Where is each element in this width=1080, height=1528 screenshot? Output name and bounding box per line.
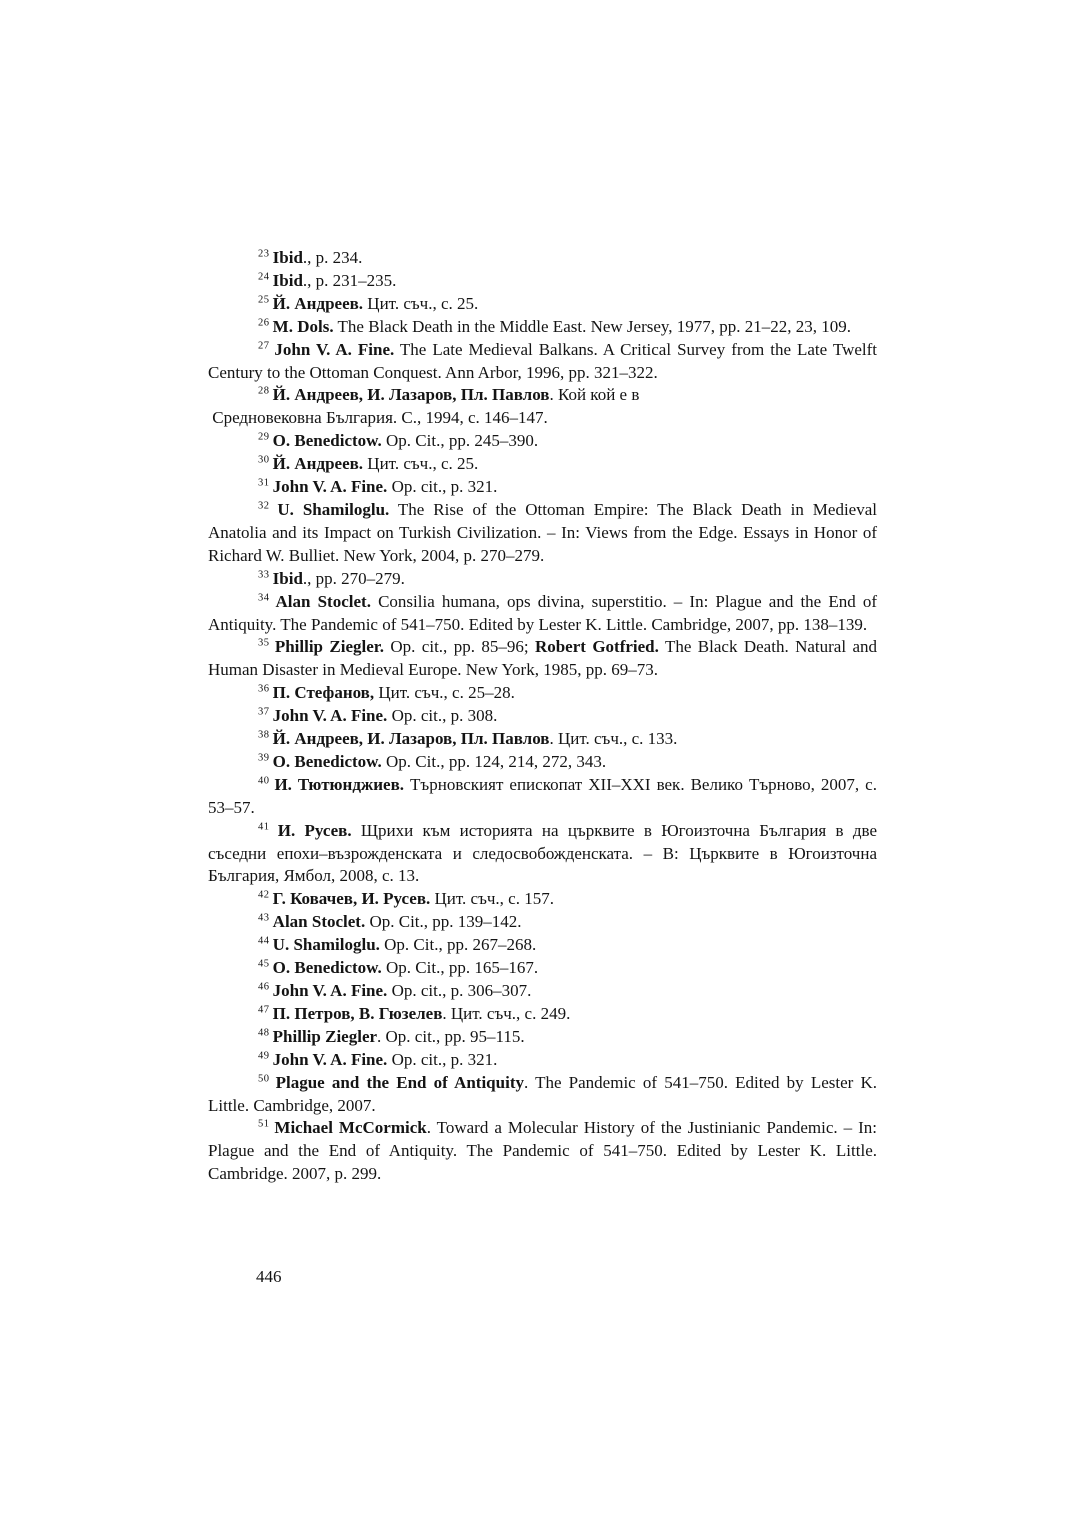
note-reference-name: П. Стефанов, <box>272 683 375 703</box>
note-number: 39 <box>258 752 273 764</box>
note-number: 45 <box>258 958 273 970</box>
note-text: The Black Death. Natural and Human Disaster in Medieval Europe. New York, 1985, pp. 69–73. <box>208 637 877 680</box>
endnote <box>208 705 877 728</box>
endnote <box>208 1026 877 1049</box>
endnote <box>208 751 877 774</box>
endnote <box>208 888 877 911</box>
note-text: Op. cit., p. 321. <box>387 477 498 497</box>
note-text: Op. Cit., pp. 267–268. <box>379 935 537 955</box>
endnote <box>208 453 877 476</box>
endnote <box>208 384 877 430</box>
note-reference-name: O. Benedictow. <box>272 751 382 771</box>
endnote <box>208 774 877 820</box>
note-number: 27 <box>258 339 275 351</box>
note-text: Търновският епископат XII–XXI век. Велико Търново, 2007, с. 53–57. <box>208 774 877 817</box>
note-number: 31 <box>258 477 273 489</box>
note-number: 23 <box>258 248 273 260</box>
endnote <box>208 682 877 705</box>
note-number: 46 <box>258 981 273 993</box>
note-reference-name: M. Dols. <box>272 316 334 336</box>
endnote <box>208 728 877 751</box>
note-reference-name: Г. Ковачев, И. Русев. <box>272 889 431 909</box>
endnote <box>208 934 877 957</box>
note-text: . Цит. съч., с. 249. <box>442 1003 571 1023</box>
note-number: 42 <box>258 889 273 901</box>
note-number: 51 <box>258 1118 275 1130</box>
note-number: 49 <box>258 1050 273 1062</box>
note-reference-name: И. Тютюнджиев. <box>274 774 405 794</box>
note-number: 29 <box>258 431 273 443</box>
note-reference-name: O. Benedictow. <box>272 431 382 451</box>
note-number: 43 <box>258 912 273 924</box>
note-reference-name: O. Benedictow. <box>272 958 382 978</box>
note-text: Consilia humana, ops divina, superstitio. – In: Plague and the End of Antiquity. The Pandemic of 541–750. Edited by Lester K. Little. Cambridge, 2007, pp. 138–139. <box>208 591 878 634</box>
endnote <box>208 270 877 293</box>
note-number: 34 <box>258 591 276 603</box>
endnote <box>208 980 877 1003</box>
note-reference-name: John V. A. Fine. <box>274 339 395 359</box>
note-text: Op. cit., p. 308. <box>387 706 498 726</box>
endnote <box>208 339 877 385</box>
note-number: 36 <box>258 683 273 695</box>
note-reference-name: Phillip Ziegler. <box>274 637 384 657</box>
note-reference-name: Plague and the End of Antiquity <box>275 1072 524 1092</box>
note-number: 37 <box>258 706 273 718</box>
note-number: 44 <box>258 935 273 947</box>
note-number: 50 <box>258 1072 276 1084</box>
note-text: Средновековна България. С., 1994, с. 146–147. <box>208 408 548 428</box>
note-reference-name: John V. A. Fine. <box>272 477 388 497</box>
endnote <box>208 636 877 682</box>
note-number: 35 <box>258 637 275 649</box>
note-number: 25 <box>258 294 273 306</box>
note-reference-name: Ibid <box>272 568 303 588</box>
note-text: Цит. съч., с. 25–28. <box>374 683 515 703</box>
endnote <box>208 430 877 453</box>
note-text: Op. Cit., pp. 139–142. <box>365 912 522 932</box>
note-reference-name: U. Shamiloglu. <box>277 499 390 519</box>
note-text: Op. cit., p. 306–307. <box>387 981 532 1000</box>
note-text: . The Pandemic of 541–750. Edited by Lester K. Little. Cambridge, 2007. <box>208 1072 878 1115</box>
note-text: Op. cit., p. 321. <box>387 1049 498 1069</box>
endnote <box>208 247 877 270</box>
endnote <box>208 568 877 591</box>
endnote <box>208 1072 877 1118</box>
note-reference-name: Phillip Ziegler <box>272 1026 378 1046</box>
note-reference-name: Й. Андреев. <box>272 293 364 313</box>
endnote <box>208 499 877 568</box>
note-reference-name: Alan Stoclet. <box>272 912 366 932</box>
note-reference-name: U. Shamiloglu. <box>272 935 380 955</box>
note-text: ., pp. 270–279. <box>302 568 405 588</box>
note-reference-name: Michael McCormick <box>274 1118 427 1138</box>
note-reference-name: John V. A. Fine. <box>272 1049 388 1069</box>
note-text: ., p. 234. <box>302 248 363 267</box>
note-number: 32 <box>258 500 278 512</box>
endnote <box>208 820 877 889</box>
endnote <box>208 293 877 316</box>
endnote <box>208 1117 877 1186</box>
note-reference-name: Й. Андреев, И. Лазаров, Пл. Павлов <box>272 385 550 405</box>
endnote <box>208 1003 877 1026</box>
endnote <box>208 911 877 934</box>
note-reference-name: Ibid <box>272 270 303 290</box>
note-number: 48 <box>258 1027 273 1039</box>
note-number: 47 <box>258 1004 273 1016</box>
note-text: . Цит. съч., с. 133. <box>549 729 678 749</box>
note-reference-name: Ibid <box>272 248 303 267</box>
note-number: 28 <box>258 385 273 397</box>
note-reference-name: Й. Андреев. <box>272 454 364 474</box>
note-number: 30 <box>258 454 273 466</box>
note-text: Цит. съч., с. 157. <box>430 889 554 909</box>
endnotes-block <box>208 247 877 1186</box>
note-text: The Black Death in the Middle East. New Jersey, 1977, pp. 21–22, 23, 109. <box>333 316 852 336</box>
note-text: Щрихи към историята на църквите в Югоизточна България в две съседни епохи–възрожденската и следосвобожденската. – В: Църквите в Югоизточна България, Ямбол, 2008, с. 13. <box>208 820 877 886</box>
endnote <box>208 1049 877 1072</box>
note-number: 41 <box>258 821 278 832</box>
note-reference-name: John V. A. Fine. <box>272 706 388 726</box>
note-text: Цит. съч., с. 25. <box>363 293 479 313</box>
endnote <box>208 957 877 980</box>
note-reference-name: Alan Stoclet. <box>275 591 371 611</box>
note-reference-name: John V. A. Fine. <box>272 981 388 1000</box>
note-text: Цит. съч., с. 25. <box>363 454 479 474</box>
note-number: 24 <box>258 271 273 283</box>
note-text: The Rise of the Ottoman Empire: The Black Death in Medieval Anatolia and its Impact on Turkish Civilization. – In: Views from the Edge. Essays in Honor of Richard W. Bulliet. New York, 2004, p. 270–279. <box>208 499 877 565</box>
note-text: The Late Medieval Balkans. A Critical Survey from the Late Twelft Century to the Ottoman Conquest. Ann Arbor, 1996, pp. 321–322. <box>208 339 877 382</box>
note-text: Op. Cit., pp. 245–390. <box>381 431 539 451</box>
note-text: . Toward a Molecular History of the Justinianic Pandemic. – In: Plague and the End of Antiquity. The Pandemic of 541–750. Edited by Lester K. Little. Cambridge. 2007, p. 299. <box>208 1118 877 1184</box>
page-number: 446 <box>256 1267 282 1286</box>
note-number: 26 <box>258 317 273 329</box>
note-text: . Op. cit., pp. 95–115. <box>377 1026 525 1046</box>
note-text: . Кой кой е в <box>549 385 640 405</box>
note-reference-name: П. Петров, В. Гюзелев <box>272 1003 443 1023</box>
note-text: ., p. 231–235. <box>302 270 397 290</box>
note-number: 38 <box>258 729 273 741</box>
endnote <box>208 591 877 637</box>
note-text: Op. Cit., pp. 165–167. <box>381 958 539 978</box>
note-number: 40 <box>258 775 275 787</box>
endnote <box>208 316 877 339</box>
note-text: Op. cit., pp. 85–96; <box>384 637 535 657</box>
note-text: Op. Cit., pp. 124, 214, 272, 343. <box>381 751 607 771</box>
note-reference-name: Robert Gotfried. <box>534 637 659 657</box>
endnote <box>208 476 877 499</box>
note-reference-name: Й. Андреев, И. Лазаров, Пл. Павлов <box>272 729 550 749</box>
note-number: 33 <box>258 569 273 581</box>
note-reference-name: И. Русев. <box>277 820 352 840</box>
